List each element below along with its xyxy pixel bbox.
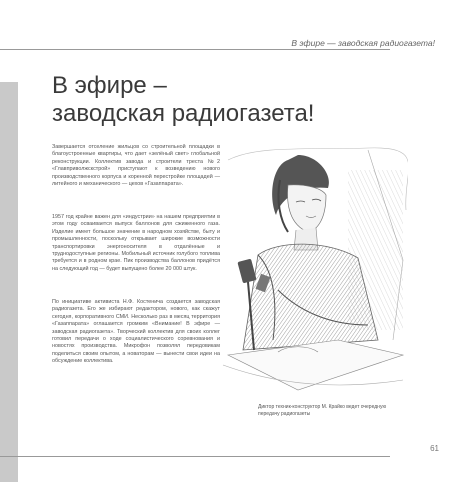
title-line-1: В эфире – (52, 72, 167, 99)
side-color-bar (0, 82, 18, 482)
illustration-caption: Диктор техник-конструктор М. Крайко ведет очередную передачу радиогазеты (258, 404, 387, 417)
body-paragraph-1 (52, 144, 220, 188)
title-line-2: заводская радиогазета! (52, 100, 315, 127)
page-number: 61 (430, 444, 439, 453)
footer-rule (0, 456, 390, 457)
paragraph-text: 1957 год крайне важен для «индустрии» на нашем предприятии в этом году осваивается выпуск баллонов для сжиженного газа. Изделие имеет большое значение в народном хозяйстве, быту и промышленности, поскольку открывает широкие возможности транспортировки энергоносителя в отдалённые и труднодоступные регионы. Мобильный источник голубого топлива требуется и в родном крае. Пик производства баллонов придётся на следующий год — будет выпущено более 20 000 штук. (52, 214, 220, 272)
sketch-illustration (218, 140, 408, 405)
paragraph-text: Завершается отселение жильцов со строительной площадки в благоустроенные квартиры, что дает «зелёный свет» глобальной реконструкции. Коллектив завода и строители треста №2 «Главприволжскстрой» приступают к возведению нового производственного корпуса и коренной перестройке площадей — литейного и механического — цехов «Газаппарата». (52, 144, 220, 188)
body-paragraph-3 (52, 299, 220, 366)
page-title (52, 72, 314, 128)
header-rule (0, 49, 390, 50)
paragraph-text: По инициативе активиста Н.Ф. Костенича создается заводская радиогазета. Его же избирают редактором, нового, как скажут сегодня, корпоративного СМИ. Несколько раз в месяц территория «Газаппарата» оглашается громким «Внимание! В эфире — заводская радиогазета». Творческий коллектив для своих коллег готовил передачи о ходе социалистического соревнования и новостях производства. Микрофон позволял передовикам поделиться своим опытом, а новаторам — вынести свои идеи на обсуждение коллектива. (52, 299, 220, 365)
body-paragraph-2 (52, 214, 220, 273)
running-head: В эфире — заводская радиогазета! (291, 38, 435, 48)
